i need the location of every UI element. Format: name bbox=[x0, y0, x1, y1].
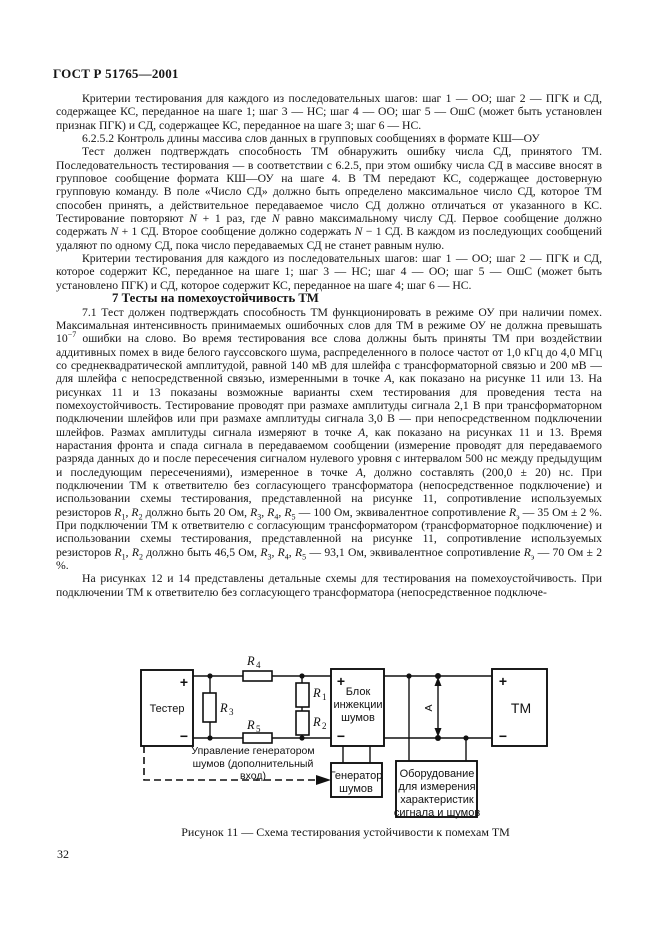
page-number: 32 bbox=[57, 847, 69, 861]
paragraph-test-criteria-1: Критерии тестирования для каждого из последовательных шагов: шаг 1 — ОО; шаг 2 — ПГК и СД, содержащее КС, переданное на шаге 1; шаг 3 — НС; шаг 4 — ОО; шаг 5 — ОшС (может быть установлен признак ПГК) и СД, содержащее КС, переданное на шаге 3; шаг 6 — НС. bbox=[56, 92, 602, 132]
resistor-r2 bbox=[296, 711, 309, 735]
resistor-r3-label: R bbox=[220, 701, 228, 715]
resistor-r1-sub: 1 bbox=[322, 692, 327, 702]
paragraph-7-1: 7.1 Тест должен подтверждать способность ТМ функционировать в режиме ОУ при наличии помех. Максимальная интенсивность принимаемых ошибочных слов для ТМ в режиме ОУ не должна превышать $10^{-7}$ ошибки на слово. Во время тестирования все слова должны быть приняты ТМ при воздействии аддитивных помех в виде белого гауссовского шума, распределенного в полосе частот от 1,0 кГц до 4,0 МГц со среднеквадратической амплитудой, равной 140 мВ для шлейфа с трансформаторной связью и 200 мВ — для шлейфа с непосредственной связью, измеренными в точке А, как показано на рисунке 11 или 13. На рисунках 11 и 13 показаны возможные варианты схем тестирования для проведения теста на помехоустойчивость. Тестирование проводят при размахе амплитуды сигнала 2,1 В при трансформаторном подключении шлейфов или при размахе амплитуды сигнала 3,0 В — при непосредственном подключении шлейфов. Размах амплитуды сигнала измеряют в точке А, как показано на рисунках 11 и 13. Время нарастания фронта и спада сигнала в передаваемом сообщении (измерение проводят для передаваемого разряда данных до и после пересечения сигналом нулевого уровня с интервалом 500 нс между предыдущим и последующим пересечениями), измеренное в точке А, должно составлять (200,0 ± 20) нс. При подключении ТМ к ответвителю без согласующего трансформатора (непосредственное подключение) и использовании схемы тестирования, представленной на рисунке 11, сопротивление используемых резисторов $R_1$, $R_2$ должно быть 20 Ом, $R_3$, $R_4$, $R_5$ — 100 Ом, эквивалентное сопротивление $R_э$ — 35 Ом ± 2 %. При подключении ТМ к ответвителю с согласующим трансформатором (трансформаторное подключение) и использовании схемы тестирования, представленной на рисунке 11, сопротивление используемых резисторов $R_1$, $R_2$ должно быть 46,5 Ом, $R_3$, $R_4$, $R_5$ — 93,1 Ом, эквивалентное сопротивление $R_э$ — 70 Ом ± 2 %. bbox=[56, 305, 602, 573]
resistor-r3-sub: 3 bbox=[229, 707, 234, 717]
noise-injection-minus-sign: − bbox=[336, 728, 346, 744]
resistor-r5 bbox=[243, 733, 272, 743]
measure-equipment-label-4: сигнала и шумов bbox=[393, 807, 481, 819]
paragraph-6-2-5-2: Тест должен подтверждать способность ТМ обнаружить ошибку числа СД, принятого ТМ. Последовательность тестирования — в соответствии с 6.2.5, при этом ошибку числа СД в массиве вносят в групповое сообщение формата КШ—ОУ на шаге 4. В ТМ передают КС, содержащее достоверную групповую команду. В поле «Число СД» должно быть определено максимальное число СД, которое ТМ способен принять, а действительное передаваемое число СД должно отличаться от указанного в КС. Тестирование повторяют N + 1 раз, где N равно максимальному числу СД. Первое сообщение должно содержать N + 1 СД. Второе сообщение должно содержать N − 1 СД. В каждом из последующих сообщений удаляют по одному СД, пока число передаваемых СД не станет равным нулю. bbox=[56, 145, 602, 252]
figure-11 bbox=[0, 650, 661, 865]
resistor-r5-sub: 5 bbox=[256, 724, 261, 734]
resistor-r2-label: R bbox=[313, 715, 321, 729]
resistor-r4 bbox=[243, 671, 272, 681]
body-text bbox=[56, 92, 602, 648]
measure-equipment-label-2: для измерения bbox=[398, 781, 476, 793]
document-header: ГОСТ Р 51765—2001 bbox=[53, 66, 179, 81]
resistor-r4-label: R bbox=[247, 654, 255, 668]
figure-11-caption: Рисунок 11 — Схема тестирования устойчивости к помехам ТМ bbox=[181, 825, 510, 839]
heading-6-2-5-2: 6.2.5.2 Контроль длины массива слов данных в групповых сообщениях в формате КШ—ОУ bbox=[82, 132, 540, 146]
noise-injection-label-1: Блок bbox=[345, 686, 371, 698]
noise-generator-label-2: шумов bbox=[339, 783, 373, 795]
tm-label: ТМ bbox=[510, 700, 532, 716]
tester-plus-sign: + bbox=[179, 674, 189, 690]
point-a-arrow bbox=[423, 677, 442, 737]
paragraph-figures-12-14: На рисунках 12 и 14 представлены детальные схемы для тестирования на помехоустойчивость. При подключении ТМ к ответвителю без согласующего трансформатора (непосредственное подключе- bbox=[56, 572, 602, 599]
noise-injection-plus-sign: + bbox=[336, 673, 346, 689]
tm-minus-sign: − bbox=[498, 728, 508, 744]
test-scheme-diagram bbox=[0, 650, 661, 825]
resistor-r2-sub: 2 bbox=[322, 721, 327, 731]
noise-injection-label-2: инжекции bbox=[333, 699, 383, 711]
resistor-r5-label: R bbox=[247, 718, 255, 732]
tester-label: Тестер bbox=[149, 703, 185, 715]
measure-equipment-label-3: характеристик bbox=[400, 794, 474, 806]
section-7-heading: 7 Тесты на помехоустойчивость ТМ bbox=[112, 291, 319, 306]
measure-equipment-label-1: Оборудование bbox=[399, 768, 475, 780]
resistor-r1 bbox=[296, 683, 309, 707]
noise-generator-label-1: Генератор bbox=[329, 770, 383, 782]
noise-injection-label-3: шумов bbox=[341, 712, 375, 724]
control-label-line-3: вход) bbox=[240, 770, 266, 782]
point-a-label: A bbox=[423, 704, 435, 712]
resistor-r4-sub: 4 bbox=[256, 660, 261, 670]
paragraph-test-criteria-2: Критерии тестирования для каждого из последовательных шагов: шаг 1 — ОО; шаг 2 — ПГК и СД, которое содержит КС, переданное на шаге 1; шаг 3 — НС; шаг 4 — ОО; шаг 5 — ОшС (может быть установлено ПГК) и СД, которое содержит КС, переданное на шаге 4; шаг 6 — НС. bbox=[56, 252, 602, 292]
tm-plus-sign: + bbox=[498, 673, 508, 689]
control-label-line-1: Управление генератором bbox=[191, 745, 315, 757]
control-label-line-2: шумов (дополнительный bbox=[192, 758, 314, 770]
resistor-r3 bbox=[203, 693, 216, 722]
resistor-r1-label: R bbox=[313, 686, 321, 700]
tester-minus-sign: − bbox=[179, 728, 189, 744]
